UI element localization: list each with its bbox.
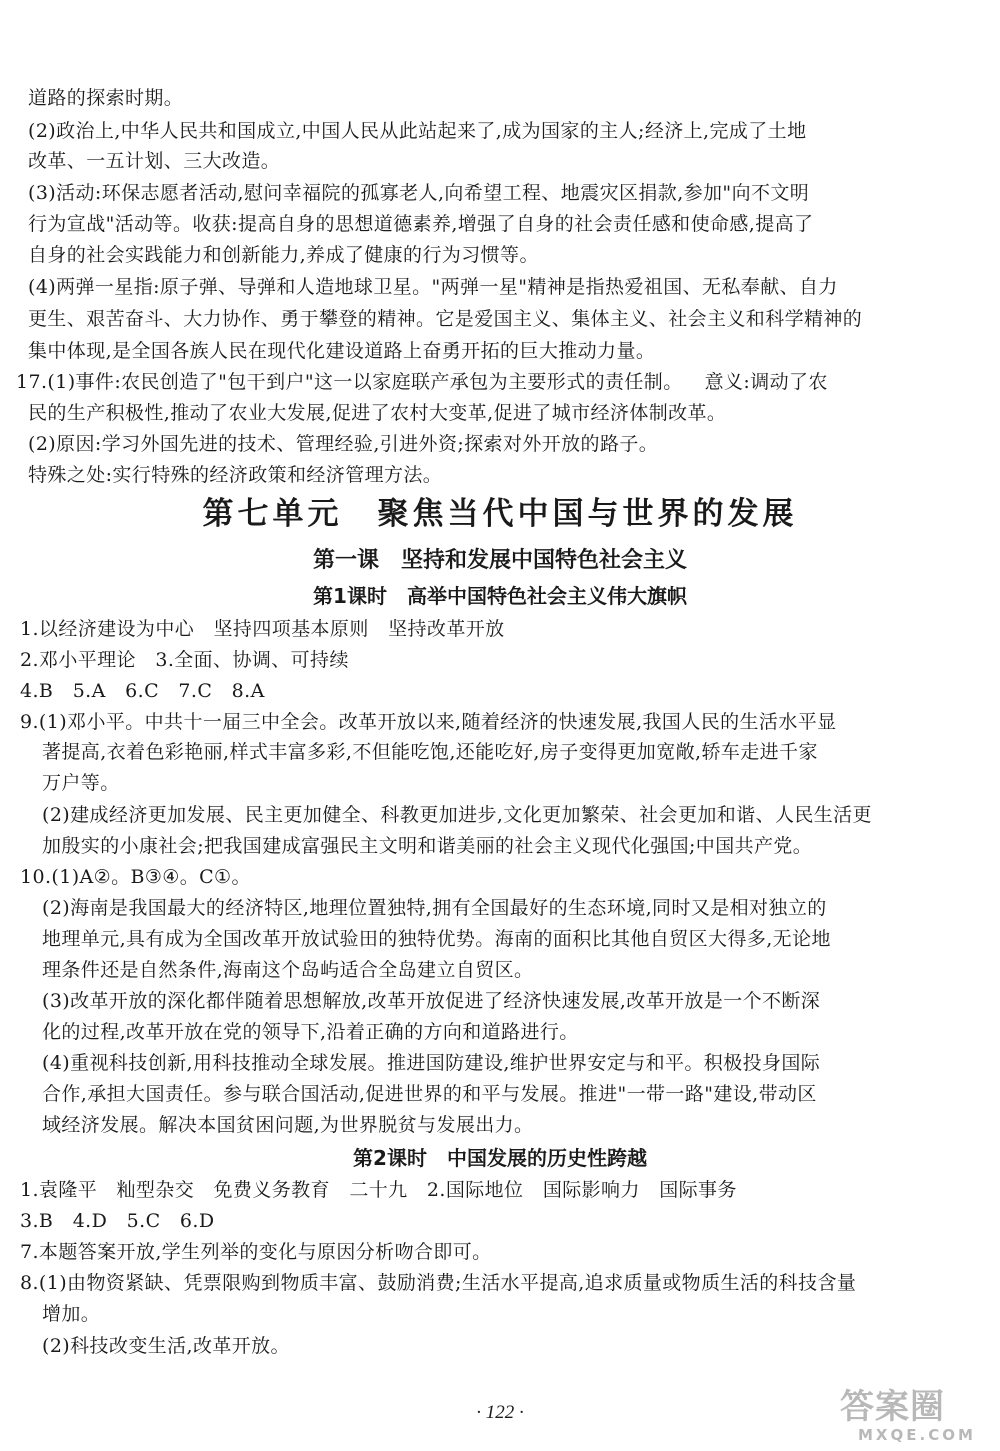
- answer-line: 理条件还是自然条件,海南这个岛屿适合全岛建立自贸区。: [42, 959, 534, 981]
- answer-line: 增加。: [42, 1303, 101, 1325]
- answer-line: 2.邓小平理论 3.全面、协调、可持续: [20, 649, 349, 671]
- watermark-url: MXQE.COM: [858, 1426, 976, 1444]
- lesson-title: 第一课 坚持和发展中国特色社会主义: [312, 548, 687, 573]
- text-line: 道路的探索时期。: [28, 87, 184, 109]
- text-line: (2)政治上,中华人民共和国成立,中国人民从此站起来了,成为国家的主人;经济上,完成了土地: [28, 120, 807, 142]
- answer-line: (4)重视科技创新,用科技推动全球发展。推进国防建设,维护世界安定与和平。积极投身国际: [42, 1052, 821, 1074]
- question-17-event: 17.(1)事件:农民创造了"包干到户"这一以家庭联产承包为主要形式的责任制。: [16, 371, 683, 393]
- answer-line: 1.袁隆平 籼型杂交 免费义务教育 二十九 2.国际地位 国际影响力 国际事务: [20, 1179, 737, 1201]
- answer-line: (3)改革开放的深化都伴随着思想解放,改革开放促进了经济快速发展,改革开放是一个不断深: [42, 990, 821, 1012]
- text-line: 改革、一五计划、三大改造。: [28, 150, 281, 172]
- watermark-logo: 答案圈: [840, 1387, 945, 1427]
- question-17-meaning: 意义:调动了农: [704, 371, 828, 393]
- answer-line: 著提高,衣着色彩艳丽,样式丰富多彩,不但能吃饱,还能吃好,房子变得更加宽敞,轿车走进千家: [42, 741, 818, 763]
- text-line: (3)活动:环保志愿者活动,慰问幸福院的孤寡老人,向希望工程、地震灾区捐款,参加"向不文明: [28, 182, 810, 204]
- answer-line: (2)科技改变生活,改革开放。: [42, 1335, 290, 1357]
- period-1-title: 第1课时 高举中国特色社会主义伟大旗帜: [313, 584, 687, 608]
- unit-title: 第七单元 聚焦当代中国与世界的发展: [202, 496, 798, 532]
- answer-line: 10.(1)A②。B③④。C①。: [20, 866, 251, 888]
- answer-line: 8.(1)由物资紧缺、凭票限购到物质丰富、鼓励消费;生活水平提高,追求质量或物质生活的科技含量: [20, 1272, 857, 1294]
- answer-line: 3.B 4.D 5.C 6.D: [20, 1210, 215, 1232]
- text-line: (4)两弹一星指:原子弹、导弹和人造地球卫星。"两弹一星"精神是指热爱祖国、无私奉献、自力: [28, 276, 838, 298]
- text-line: 民的生产积极性,推动了农业大发展,促进了农村大变革,促进了城市经济体制改革。: [28, 402, 727, 424]
- answer-line: 7.本题答案开放,学生列举的变化与原因分析吻合即可。: [20, 1241, 492, 1263]
- text-line: 特殊之处:实行特殊的经济政策和经济管理方法。: [28, 464, 443, 486]
- answer-line: 9.(1)邓小平。中共十一届三中全会。改革开放以来,随着经济的快速发展,我国人民的生活水平显: [20, 711, 837, 733]
- answer-line: 地理单元,具有成为全国改革开放试验田的独特优势。海南的面积比其他自贸区大得多,无论地: [42, 928, 831, 950]
- answer-line: 4.B 5.A 6.C 7.C 8.A: [20, 680, 265, 702]
- answer-line: 万户等。: [42, 772, 120, 794]
- period-2-title: 第2课时 中国发展的历史性跨越: [353, 1146, 647, 1170]
- text-line: 行为宣战"活动等。收获:提高自身的思想道德素养,增强了自身的社会责任感和使命感,提高了: [28, 213, 814, 235]
- answer-line: 化的过程,改革开放在党的领导下,沿着正确的方向和道路进行。: [42, 1021, 579, 1043]
- site-watermark: [840, 1388, 990, 1446]
- answer-line: 域经济发展。解决本国贫困问题,为世界脱贫与发展出力。: [42, 1114, 534, 1136]
- page-number: · 122 ·: [476, 1402, 524, 1423]
- question-17-line: [0, 370, 1000, 394]
- text-line: 集中体现,是全国各族人民在现代化建设道路上奋勇开拓的巨大推动力量。: [28, 340, 656, 362]
- answer-line: 加殷实的小康社会;把我国建成富强民主文明和谐美丽的社会主义现代化强国;中国共产党。: [42, 835, 813, 857]
- text-line: 更生、艰苦奋斗、大力协作、勇于攀登的精神。它是爱国主义、集体主义、社会主义和科学精神的: [28, 308, 863, 330]
- text-line: 自身的社会实践能力和创新能力,养成了健康的行为习惯等。: [28, 244, 539, 266]
- answer-line: 1.以经济建设为中心 坚持四项基本原则 坚持改革开放: [20, 618, 505, 640]
- text-line: (2)原因:学习外国先进的技术、管理经验,引进外资;探索对外开放的路子。: [28, 433, 659, 455]
- answer-line: 合作,承担大国责任。参与联合国活动,促进世界的和平与发展。推进"一带一路"建设,带动区: [42, 1083, 817, 1105]
- answer-line: (2)建成经济更加发展、民主更加健全、科教更加进步,文化更加繁荣、社会更加和谐、人民生活更: [42, 804, 872, 826]
- answer-line: (2)海南是我国最大的经济特区,地理位置独特,拥有全国最好的生态环境,同时又是相对独立的: [42, 897, 827, 919]
